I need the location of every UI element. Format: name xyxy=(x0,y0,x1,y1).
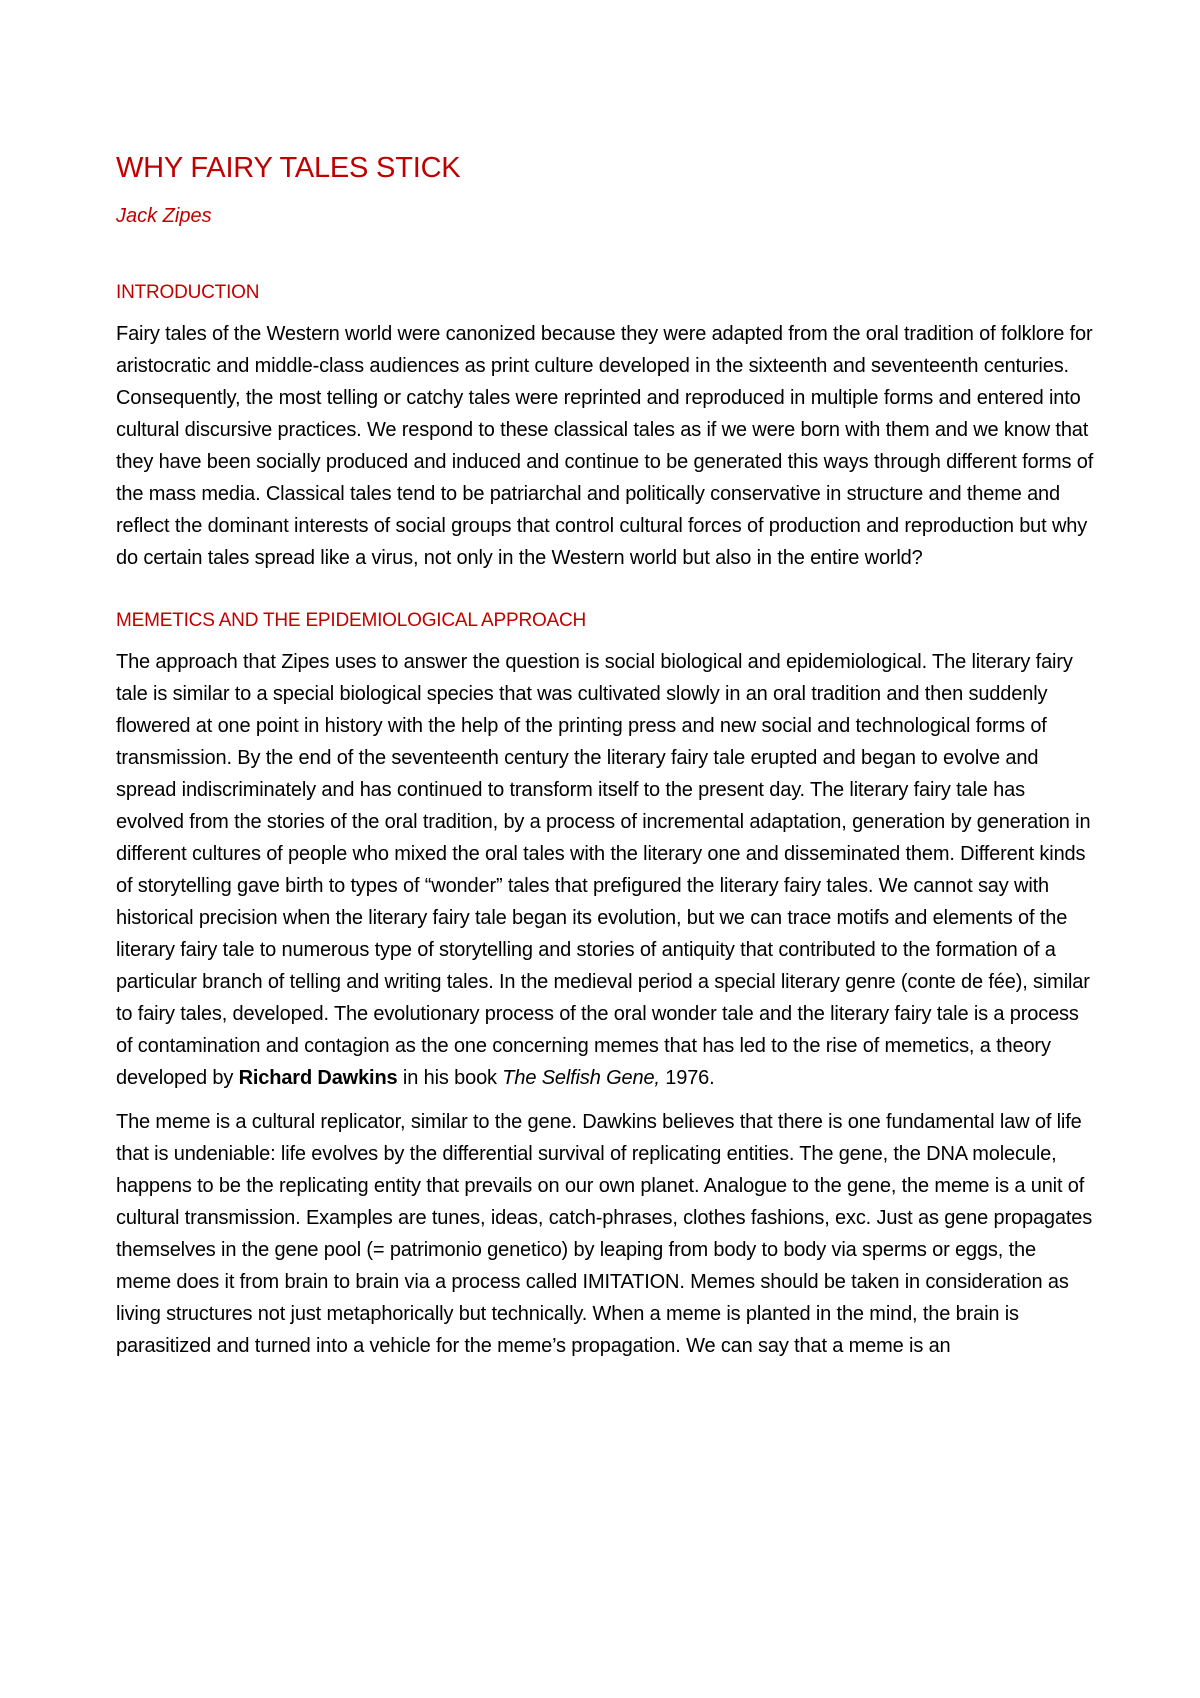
memetics-paragraph-1-text: The approach that Zipes uses to answer the question is social biological and epidemiological. The literary fairy tale is similar to a special biological species that was cultivated slowly in an oral tradition and then suddenly flowered at one point in history with the help of the printing press and new social and technological forms of transmission. By the end of the seventeenth century the literary fairy tale erupted and began to evolve and spread indiscriminately and has continued to transform itself to the present day. The literary fairy tale has evolved from the stories of the oral tradition, by a process of incremental adaptation, generation by generation in different cultures of people who mixed the oral tales with the literary one and disseminated them. Different kinds of storytelling gave birth to types of “wonder” tales that prefigured the literary fairy tales. We cannot say with historical precision when the literary fairy tale began its evolution, but we can trace motifs and elements of the literary fairy tale to numerous type of storytelling and stories of antiquity that contributed to the formation of a particular branch of telling and writing tales. In the medieval period a special literary genre (conte de fée), similar to fairy tales, developed. The evolutionary process of the oral wonder tale and the literary fairy tale is a process of contamination and contagion as the one concerning memes that has led to the rise of memetics, a theory developed by xyxy=(116,651,1091,1089)
memetics-paragraph-2: The meme is a cultural replicator, similar to the gene. Dawkins believes that there is one fundamental law of life that is undeniable: life evolves by the differential survival of replicating entities. The gene, the DNA molecule, happens to be the replicating entity that prevails on our own planet. Analogue to the gene, the meme is a unit of cultural transmission. Examples are tunes, ideas, catch-phrases, clothes fashions, exc. Just as gene propagates themselves in the gene pool (= patrimonio genetico) by leaping from body to body via sperms or eggs, the meme does it from brain to brain via a process called IMITATION. Memes should be taken in consideration as living structures not just metaphorically but technically. When a meme is planted in the mind, the brain is parasitized and turned into a vehicle for the meme’s propagation. We can say that a meme is an xyxy=(116,1111,1093,1357)
author-name: Jack Zipes xyxy=(116,205,212,227)
section-heading-memetics: MEMETICS AND THE EPIDEMIOLOGICAL APPROACH xyxy=(116,610,587,631)
memetics-paragraph-1-end: 1976. xyxy=(659,1067,715,1089)
section-heading-introduction: INTRODUCTION xyxy=(116,282,260,303)
dawkins-name: Richard Dawkins xyxy=(238,1067,398,1089)
memetics-paragraph-1 xyxy=(116,646,1096,1094)
memetics-paragraph-1-middle: in his book xyxy=(397,1067,503,1089)
introduction-paragraph: Fairy tales of the Western world were canonized because they were adapted from the oral tradition of folklore for aristocratic and middle-class audiences as print culture developed in the sixteenth and seventeenth centuries. Consequently, the most telling or catchy tales were reprinted and reproduced in multiple forms and entered into cultural discursive practices. We respond to these classical tales as if we were born with them and we know that they have been socially produced and induced and continue to be generated this ways through different forms of the mass media. Classical tales tend to be patriarchal and politically conservative in structure and theme and reflect the dominant interests of social groups that control cultural forces of production and reproduction but why do certain tales spread like a virus, not only in the Western world but also in the entire world? xyxy=(116,323,1094,569)
document-title: WHY FAIRY TALES STICK xyxy=(116,152,461,184)
book-title: The Selfish Gene, xyxy=(502,1067,660,1089)
document-body xyxy=(116,148,1096,1362)
